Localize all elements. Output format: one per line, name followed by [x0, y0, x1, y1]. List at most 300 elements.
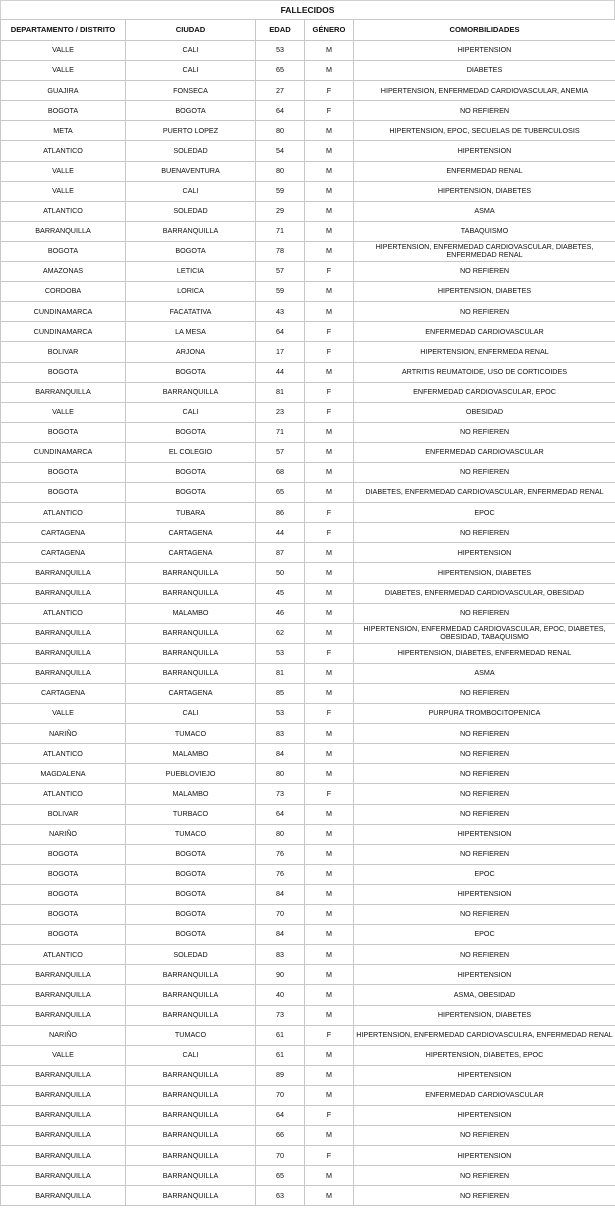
- departamento-cell: BARRANQUILLA: [1, 221, 126, 241]
- ciudad-cell: SOLEDAD: [126, 141, 256, 161]
- edad-cell: 84: [256, 744, 305, 764]
- table-row: [1, 1126, 615, 1146]
- genero-cell: F: [305, 101, 354, 121]
- ciudad-cell: BOGOTA: [126, 101, 256, 121]
- edad-cell: 40: [256, 985, 305, 1005]
- genero-cell: M: [305, 483, 354, 503]
- edad-cell: 76: [256, 864, 305, 884]
- departamento-cell: BARRANQUILLA: [1, 1105, 126, 1125]
- genero-cell: M: [305, 864, 354, 884]
- edad-cell: 66: [256, 1126, 305, 1146]
- departamento-cell: BOGOTA: [1, 422, 126, 442]
- comorbilidades-cell: NO REFIEREN: [354, 764, 615, 784]
- genero-cell: F: [305, 503, 354, 523]
- table-row: [1, 342, 615, 362]
- comorbilidades-cell: HIPERTENSION: [354, 543, 615, 563]
- edad-cell: 44: [256, 523, 305, 543]
- comorbilidades-cell: HIPERTENSION: [354, 965, 615, 985]
- edad-cell: 57: [256, 442, 305, 462]
- table-row: [1, 322, 615, 342]
- comorbilidades-cell: DIABETES: [354, 61, 615, 81]
- genero-cell: F: [305, 704, 354, 724]
- comorbilidades-cell: HIPERTENSION: [354, 1146, 615, 1166]
- departamento-cell: BARRANQUILLA: [1, 985, 126, 1005]
- ciudad-cell: PUERTO LOPEZ: [126, 121, 256, 141]
- genero-cell: M: [305, 141, 354, 161]
- edad-cell: 46: [256, 603, 305, 623]
- edad-cell: 64: [256, 101, 305, 121]
- ciudad-cell: TURBACO: [126, 804, 256, 824]
- departamento-cell: ATLANTICO: [1, 603, 126, 623]
- table-row: [1, 41, 615, 61]
- header-comorbilidades: COMORBILIDADES: [354, 20, 615, 41]
- comorbilidades-cell: ASMA, OBESIDAD: [354, 985, 615, 1005]
- table-row: [1, 724, 615, 744]
- ciudad-cell: BARRANQUILLA: [126, 1005, 256, 1025]
- edad-cell: 73: [256, 1005, 305, 1025]
- ciudad-cell: BOGOTA: [126, 884, 256, 904]
- genero-cell: M: [305, 724, 354, 744]
- header-genero: GÉNERO: [305, 20, 354, 41]
- ciudad-cell: CALI: [126, 402, 256, 422]
- departamento-cell: BOLIVAR: [1, 804, 126, 824]
- edad-cell: 83: [256, 945, 305, 965]
- departamento-cell: CARTAGENA: [1, 543, 126, 563]
- genero-cell: F: [305, 322, 354, 342]
- ciudad-cell: BARRANQUILLA: [126, 643, 256, 663]
- genero-cell: M: [305, 764, 354, 784]
- edad-cell: 59: [256, 282, 305, 302]
- comorbilidades-cell: NO REFIEREN: [354, 804, 615, 824]
- ciudad-cell: LETICIA: [126, 262, 256, 282]
- ciudad-cell: SOLEDAD: [126, 201, 256, 221]
- departamento-cell: BOGOTA: [1, 362, 126, 382]
- departamento-cell: BARRANQUILLA: [1, 1065, 126, 1085]
- genero-cell: M: [305, 663, 354, 683]
- comorbilidades-cell: EPOC: [354, 864, 615, 884]
- genero-cell: M: [305, 41, 354, 61]
- table-row: [1, 181, 615, 201]
- ciudad-cell: BARRANQUILLA: [126, 382, 256, 402]
- comorbilidades-cell: ENFERMEDAD CARDIOVASCULAR: [354, 442, 615, 462]
- ciudad-cell: TUMACO: [126, 824, 256, 844]
- departamento-cell: ATLANTICO: [1, 945, 126, 965]
- ciudad-cell: BARRANQUILLA: [126, 583, 256, 603]
- departamento-cell: BARRANQUILLA: [1, 382, 126, 402]
- edad-cell: 64: [256, 804, 305, 824]
- table-row: [1, 864, 615, 884]
- table-row: [1, 1186, 615, 1206]
- departamento-cell: BOGOTA: [1, 925, 126, 945]
- genero-cell: M: [305, 422, 354, 442]
- edad-cell: 45: [256, 583, 305, 603]
- departamento-cell: CUNDINAMARCA: [1, 302, 126, 322]
- comorbilidades-cell: ASMA: [354, 201, 615, 221]
- table-row: [1, 563, 615, 583]
- comorbilidades-cell: NO REFIEREN: [354, 1126, 615, 1146]
- table-row: [1, 844, 615, 864]
- table-row: [1, 704, 615, 724]
- table-row: [1, 824, 615, 844]
- comorbilidades-cell: NO REFIEREN: [354, 422, 615, 442]
- edad-cell: 71: [256, 221, 305, 241]
- genero-cell: M: [305, 1085, 354, 1105]
- table-row: [1, 945, 615, 965]
- ciudad-cell: BOGOTA: [126, 905, 256, 925]
- ciudad-cell: CARTAGENA: [126, 684, 256, 704]
- departamento-cell: VALLE: [1, 41, 126, 61]
- table-body: [1, 41, 615, 1206]
- table-row: [1, 302, 615, 322]
- genero-cell: M: [305, 1166, 354, 1186]
- edad-cell: 57: [256, 262, 305, 282]
- edad-cell: 17: [256, 342, 305, 362]
- departamento-cell: VALLE: [1, 704, 126, 724]
- table-row: [1, 804, 615, 824]
- table-row: [1, 221, 615, 241]
- ciudad-cell: BUENAVENTURA: [126, 161, 256, 181]
- departamento-cell: NARIÑO: [1, 724, 126, 744]
- ciudad-cell: BARRANQUILLA: [126, 1146, 256, 1166]
- comorbilidades-cell: ENFERMEDAD CARDIOVASCULAR, EPOC: [354, 382, 615, 402]
- edad-cell: 43: [256, 302, 305, 322]
- comorbilidades-cell: HIPERTENSION: [354, 884, 615, 904]
- edad-cell: 81: [256, 663, 305, 683]
- ciudad-cell: BARRANQUILLA: [126, 1186, 256, 1206]
- table-row: [1, 81, 615, 101]
- header-edad: EDAD: [256, 20, 305, 41]
- departamento-cell: BARRANQUILLA: [1, 1126, 126, 1146]
- genero-cell: F: [305, 342, 354, 362]
- comorbilidades-cell: HIPERTENSION, ENFERMEDAD CARDIOVASCULAR, DIABETES, ENFERMEDAD RENAL: [354, 241, 615, 261]
- edad-cell: 64: [256, 322, 305, 342]
- table-row: [1, 141, 615, 161]
- ciudad-cell: FONSECA: [126, 81, 256, 101]
- edad-cell: 61: [256, 1045, 305, 1065]
- ciudad-cell: BARRANQUILLA: [126, 1105, 256, 1125]
- comorbilidades-cell: HIPERTENSION, DIABETES: [354, 181, 615, 201]
- table-row: [1, 422, 615, 442]
- edad-cell: 73: [256, 784, 305, 804]
- genero-cell: M: [305, 925, 354, 945]
- comorbilidades-cell: NO REFIEREN: [354, 523, 615, 543]
- edad-cell: 68: [256, 462, 305, 482]
- comorbilidades-cell: HIPERTENSION, ENFERMEDA RENAL: [354, 342, 615, 362]
- table-row: [1, 1105, 615, 1125]
- ciudad-cell: LA MESA: [126, 322, 256, 342]
- genero-cell: F: [305, 643, 354, 663]
- ciudad-cell: BOGOTA: [126, 422, 256, 442]
- ciudad-cell: BOGOTA: [126, 864, 256, 884]
- comorbilidades-cell: NO REFIEREN: [354, 262, 615, 282]
- genero-cell: M: [305, 121, 354, 141]
- table-row: [1, 925, 615, 945]
- table-row: [1, 121, 615, 141]
- ciudad-cell: CALI: [126, 181, 256, 201]
- edad-cell: 89: [256, 1065, 305, 1085]
- departamento-cell: BARRANQUILLA: [1, 583, 126, 603]
- departamento-cell: CARTAGENA: [1, 523, 126, 543]
- departamento-cell: NARIÑO: [1, 824, 126, 844]
- departamento-cell: ATLANTICO: [1, 503, 126, 523]
- comorbilidades-cell: ENFERMEDAD RENAL: [354, 161, 615, 181]
- table-row: [1, 643, 615, 663]
- ciudad-cell: BOGOTA: [126, 844, 256, 864]
- genero-cell: M: [305, 804, 354, 824]
- table-row: [1, 442, 615, 462]
- genero-cell: M: [305, 563, 354, 583]
- departamento-cell: NARIÑO: [1, 1025, 126, 1045]
- comorbilidades-cell: NO REFIEREN: [354, 1166, 615, 1186]
- table-row: [1, 1166, 615, 1186]
- edad-cell: 53: [256, 704, 305, 724]
- comorbilidades-cell: HIPERTENSION, DIABETES, ENFERMEDAD RENAL: [354, 643, 615, 663]
- table-row: [1, 402, 615, 422]
- departamento-cell: GUAJIRA: [1, 81, 126, 101]
- comorbilidades-cell: ASMA: [354, 663, 615, 683]
- ciudad-cell: MALAMBO: [126, 744, 256, 764]
- genero-cell: M: [305, 1045, 354, 1065]
- edad-cell: 53: [256, 643, 305, 663]
- departamento-cell: BOGOTA: [1, 101, 126, 121]
- departamento-cell: ATLANTICO: [1, 201, 126, 221]
- departamento-cell: BARRANQUILLA: [1, 623, 126, 643]
- edad-cell: 83: [256, 724, 305, 744]
- ciudad-cell: BARRANQUILLA: [126, 563, 256, 583]
- comorbilidades-cell: NO REFIEREN: [354, 905, 615, 925]
- ciudad-cell: MALAMBO: [126, 603, 256, 623]
- genero-cell: F: [305, 402, 354, 422]
- genero-cell: M: [305, 905, 354, 925]
- edad-cell: 61: [256, 1025, 305, 1045]
- comorbilidades-cell: TABAQUISMO: [354, 221, 615, 241]
- edad-cell: 65: [256, 483, 305, 503]
- edad-cell: 59: [256, 181, 305, 201]
- table-row: [1, 543, 615, 563]
- table-row: [1, 101, 615, 121]
- ciudad-cell: BARRANQUILLA: [126, 1126, 256, 1146]
- ciudad-cell: BOGOTA: [126, 925, 256, 945]
- comorbilidades-cell: NO REFIEREN: [354, 101, 615, 121]
- ciudad-cell: BARRANQUILLA: [126, 1085, 256, 1105]
- genero-cell: F: [305, 523, 354, 543]
- edad-cell: 23: [256, 402, 305, 422]
- departamento-cell: BOLIVAR: [1, 342, 126, 362]
- ciudad-cell: CALI: [126, 41, 256, 61]
- table-row: [1, 965, 615, 985]
- header-row: [1, 20, 615, 41]
- table-header: [1, 20, 615, 41]
- departamento-cell: VALLE: [1, 402, 126, 422]
- comorbilidades-cell: DIABETES, ENFERMEDAD CARDIOVASCULAR, ENFERMEDAD RENAL: [354, 483, 615, 503]
- departamento-cell: VALLE: [1, 181, 126, 201]
- departamento-cell: BARRANQUILLA: [1, 1085, 126, 1105]
- departamento-cell: CUNDINAMARCA: [1, 322, 126, 342]
- edad-cell: 76: [256, 844, 305, 864]
- departamento-cell: BARRANQUILLA: [1, 965, 126, 985]
- edad-cell: 29: [256, 201, 305, 221]
- ciudad-cell: BARRANQUILLA: [126, 1166, 256, 1186]
- comorbilidades-cell: HIPERTENSION, DIABETES, EPOC: [354, 1045, 615, 1065]
- table-row: [1, 1005, 615, 1025]
- edad-cell: 84: [256, 925, 305, 945]
- genero-cell: M: [305, 282, 354, 302]
- departamento-cell: BOGOTA: [1, 483, 126, 503]
- table-row: [1, 744, 615, 764]
- table-row: [1, 1045, 615, 1065]
- table-row: [1, 985, 615, 1005]
- header-ciudad: CIUDAD: [126, 20, 256, 41]
- departamento-cell: BOGOTA: [1, 884, 126, 904]
- comorbilidades-cell: NO REFIEREN: [354, 462, 615, 482]
- genero-cell: F: [305, 382, 354, 402]
- table-row: [1, 201, 615, 221]
- ciudad-cell: ARJONA: [126, 342, 256, 362]
- departamento-cell: BOGOTA: [1, 905, 126, 925]
- comorbilidades-cell: NO REFIEREN: [354, 844, 615, 864]
- departamento-cell: BOGOTA: [1, 864, 126, 884]
- comorbilidades-cell: HIPERTENSION, ENFERMEDAD CARDIOVASCULAR, EPOC, DIABETES, OBESIDAD, TABAQUISMO: [354, 623, 615, 643]
- table-row: [1, 523, 615, 543]
- genero-cell: M: [305, 442, 354, 462]
- table-row: [1, 884, 615, 904]
- genero-cell: M: [305, 744, 354, 764]
- table-row: [1, 382, 615, 402]
- departamento-cell: BARRANQUILLA: [1, 1166, 126, 1186]
- ciudad-cell: TUMACO: [126, 1025, 256, 1045]
- genero-cell: M: [305, 221, 354, 241]
- departamento-cell: ATLANTICO: [1, 744, 126, 764]
- ciudad-cell: EL COLEGIO: [126, 442, 256, 462]
- genero-cell: M: [305, 824, 354, 844]
- comorbilidades-cell: HIPERTENSION, ENFERMEDAD CARDIOVASCULRA, ENFERMEDAD RENAL: [354, 1025, 615, 1045]
- table-row: [1, 241, 615, 261]
- ciudad-cell: CALI: [126, 61, 256, 81]
- ciudad-cell: CALI: [126, 704, 256, 724]
- edad-cell: 87: [256, 543, 305, 563]
- genero-cell: F: [305, 81, 354, 101]
- departamento-cell: META: [1, 121, 126, 141]
- departamento-cell: BARRANQUILLA: [1, 663, 126, 683]
- genero-cell: M: [305, 543, 354, 563]
- departamento-cell: BARRANQUILLA: [1, 1186, 126, 1206]
- ciudad-cell: BARRANQUILLA: [126, 985, 256, 1005]
- edad-cell: 90: [256, 965, 305, 985]
- edad-cell: 54: [256, 141, 305, 161]
- comorbilidades-cell: OBESIDAD: [354, 402, 615, 422]
- ciudad-cell: CARTAGENA: [126, 523, 256, 543]
- departamento-cell: BARRANQUILLA: [1, 643, 126, 663]
- comorbilidades-cell: HIPERTENSION: [354, 41, 615, 61]
- departamento-cell: VALLE: [1, 1045, 126, 1065]
- table-row: [1, 282, 615, 302]
- comorbilidades-cell: PURPURA TROMBOCITOPENICA: [354, 704, 615, 724]
- genero-cell: M: [305, 302, 354, 322]
- fallecidos-table: [0, 19, 615, 1206]
- comorbilidades-cell: NO REFIEREN: [354, 724, 615, 744]
- genero-cell: M: [305, 884, 354, 904]
- departamento-cell: ATLANTICO: [1, 141, 126, 161]
- ciudad-cell: PUEBLOVIEJO: [126, 764, 256, 784]
- departamento-cell: BOGOTA: [1, 241, 126, 261]
- ciudad-cell: BARRANQUILLA: [126, 965, 256, 985]
- comorbilidades-cell: ENFERMEDAD CARDIOVASCULAR: [354, 1085, 615, 1105]
- comorbilidades-cell: NO REFIEREN: [354, 945, 615, 965]
- genero-cell: M: [305, 161, 354, 181]
- table-row: [1, 1085, 615, 1105]
- comorbilidades-cell: NO REFIEREN: [354, 784, 615, 804]
- ciudad-cell: FACATATIVA: [126, 302, 256, 322]
- genero-cell: F: [305, 784, 354, 804]
- table-row: [1, 1025, 615, 1045]
- comorbilidades-cell: HIPERTENSION, DIABETES: [354, 563, 615, 583]
- edad-cell: 78: [256, 241, 305, 261]
- genero-cell: M: [305, 603, 354, 623]
- comorbilidades-cell: HIPERTENSION, DIABETES: [354, 1005, 615, 1025]
- comorbilidades-cell: HIPERTENSION: [354, 1105, 615, 1125]
- comorbilidades-cell: NO REFIEREN: [354, 684, 615, 704]
- comorbilidades-cell: HIPERTENSION, EPOC, SECUELAS DE TUBERCULOSIS: [354, 121, 615, 141]
- ciudad-cell: BOGOTA: [126, 462, 256, 482]
- ciudad-cell: BOGOTA: [126, 362, 256, 382]
- ciudad-cell: BARRANQUILLA: [126, 623, 256, 643]
- edad-cell: 84: [256, 884, 305, 904]
- departamento-cell: ATLANTICO: [1, 784, 126, 804]
- table-row: [1, 663, 615, 683]
- departamento-cell: BOGOTA: [1, 462, 126, 482]
- ciudad-cell: BARRANQUILLA: [126, 221, 256, 241]
- comorbilidades-cell: DIABETES, ENFERMEDAD CARDIOVASCULAR, OBESIDAD: [354, 583, 615, 603]
- table-row: [1, 362, 615, 382]
- comorbilidades-cell: HIPERTENSION, ENFERMEDAD CARDIOVASCULAR, ANEMIA: [354, 81, 615, 101]
- edad-cell: 81: [256, 382, 305, 402]
- comorbilidades-cell: NO REFIEREN: [354, 302, 615, 322]
- genero-cell: M: [305, 985, 354, 1005]
- table-row: [1, 161, 615, 181]
- edad-cell: 64: [256, 1105, 305, 1125]
- ciudad-cell: TUBARA: [126, 503, 256, 523]
- comorbilidades-cell: ENFERMEDAD CARDIOVASCULAR: [354, 322, 615, 342]
- ciudad-cell: SOLEDAD: [126, 945, 256, 965]
- comorbilidades-cell: HIPERTENSION: [354, 824, 615, 844]
- genero-cell: M: [305, 1186, 354, 1206]
- table-row: [1, 483, 615, 503]
- table-row: [1, 462, 615, 482]
- genero-cell: M: [305, 965, 354, 985]
- edad-cell: 27: [256, 81, 305, 101]
- ciudad-cell: BARRANQUILLA: [126, 663, 256, 683]
- comorbilidades-cell: HIPERTENSION, DIABETES: [354, 282, 615, 302]
- departamento-cell: VALLE: [1, 161, 126, 181]
- departamento-cell: CUNDINAMARCA: [1, 442, 126, 462]
- table-row: [1, 583, 615, 603]
- edad-cell: 44: [256, 362, 305, 382]
- edad-cell: 71: [256, 422, 305, 442]
- table-row: [1, 623, 615, 643]
- table-row: [1, 262, 615, 282]
- table-row: [1, 1065, 615, 1085]
- comorbilidades-cell: HIPERTENSION: [354, 1065, 615, 1085]
- edad-cell: 85: [256, 684, 305, 704]
- departamento-cell: VALLE: [1, 61, 126, 81]
- ciudad-cell: LORICA: [126, 282, 256, 302]
- departamento-cell: BARRANQUILLA: [1, 1146, 126, 1166]
- table-row: [1, 684, 615, 704]
- ciudad-cell: BOGOTA: [126, 483, 256, 503]
- genero-cell: M: [305, 462, 354, 482]
- genero-cell: M: [305, 181, 354, 201]
- edad-cell: 65: [256, 61, 305, 81]
